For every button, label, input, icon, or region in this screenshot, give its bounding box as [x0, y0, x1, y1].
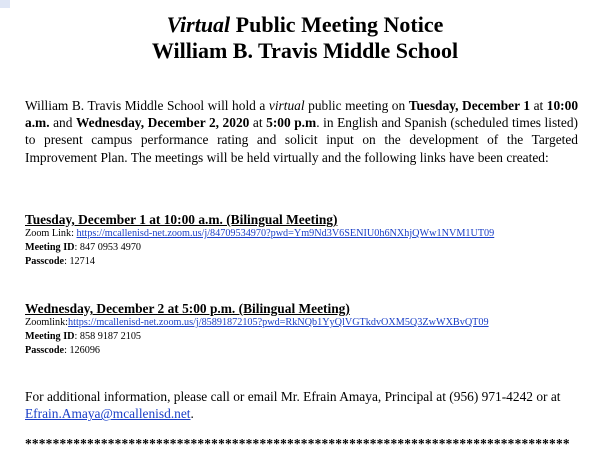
meeting-2-id: Meeting ID: 858 9187 2105: [25, 331, 142, 342]
meeting-1-heading: Tuesday, December 1 at 10:00 a.m. (Bilingual Meeting): [25, 212, 338, 227]
school-name-title: William B. Travis Middle School: [151, 38, 459, 63]
meeting-1-passcode: Passcode: 12714: [25, 256, 95, 267]
separator-line: *******************************************************************************: [25, 436, 570, 451]
meeting-1-id: Meeting ID: 847 0953 4970: [25, 242, 142, 253]
meeting-1-zoom-line: Zoom Link: https://mcallenisd-net.zoom.us/j/84709534970?pwd=Ym9Nd3V6SENIU0h6NXhjQWw1NVM1UT09: [25, 228, 495, 239]
meeting-2-zoom-link[interactable]: https://mcallenisd-net.zoom.us/j/85891872105?pwd=RkNQb1YyQlVGTkdvOXM5Q3ZwWXBvQT09: [68, 317, 489, 328]
meeting-1-zoom-link[interactable]: https://mcallenisd-net.zoom.us/j/84709534970?pwd=Ym9Nd3V6SENIU0h6NXhjQWw1NVM1UT09: [76, 228, 495, 239]
intro-paragraph: William B. Travis Middle School will hold a virtual public meeting on Tuesday, December 1 at 10:00 a.m. and Wednesday, December 2, 2020 at 5:00 p.m. in English and Spanish (scheduled times listed) to present campus performance rating and solicit input on the development of the Targeted Improvement Plan. The meetings will be held virtually and the following links have been created:: [25, 98, 579, 165]
corner-mark: [0, 0, 10, 8]
meeting-2-heading: Wednesday, December 2 at 5:00 p.m. (Bilingual Meeting): [25, 301, 350, 316]
page-title: Virtual Public Meeting Notice: [166, 12, 444, 37]
meeting-2-passcode: Passcode: 126096: [25, 345, 101, 356]
meeting-2-zoom-line: Zoomlink:https://mcallenisd-net.zoom.us/j/85891872105?pwd=RkNQb1YyQlVGTkdvOXM5Q3ZwWXBvQT09: [25, 317, 489, 328]
contact-email-link[interactable]: Efrain.Amaya@mcallenisd.net: [25, 406, 191, 422]
contact-paragraph: For additional information, please call or email Mr. Efrain Amaya, Principal at (956) 971-4242 or at Efrain.Amaya@mcallenisd.net.: [25, 389, 561, 422]
